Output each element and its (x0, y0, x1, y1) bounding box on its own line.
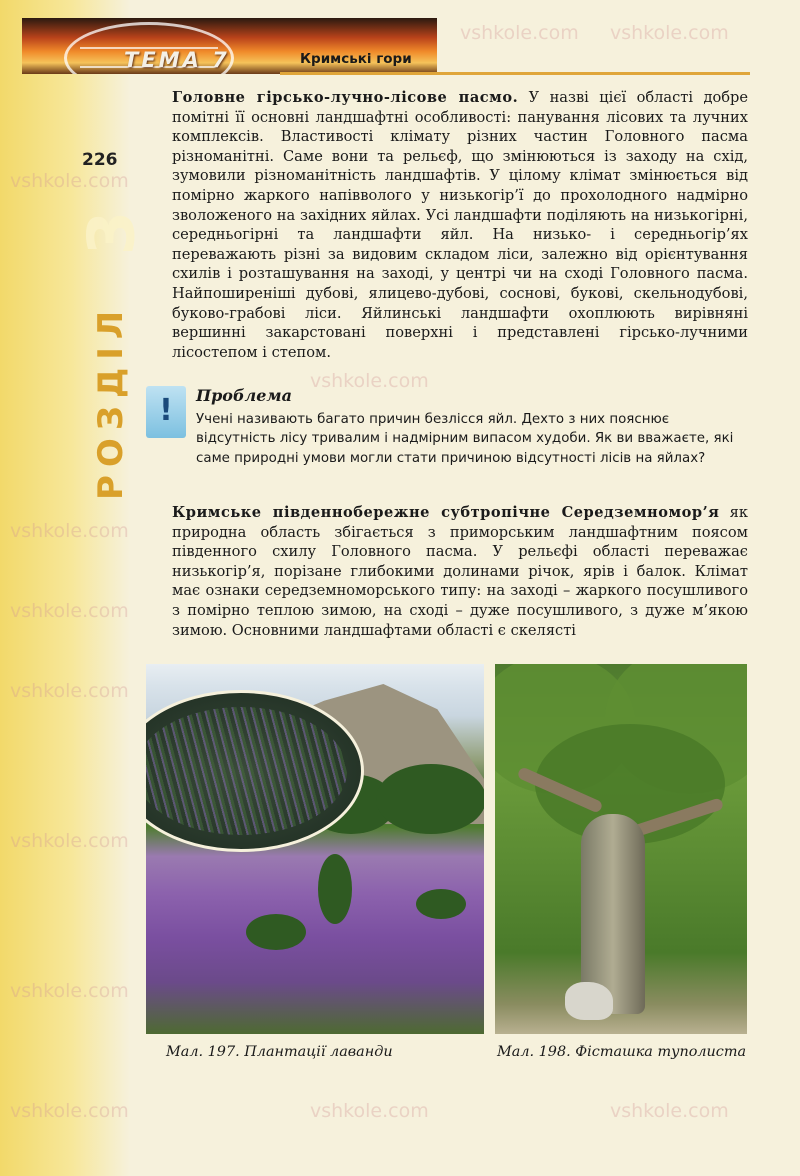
pistachio-tree-photo (495, 664, 747, 1034)
page-header (22, 18, 750, 74)
tree-clump (246, 914, 306, 950)
watermark: vshkole.com (10, 520, 129, 542)
watermark: vshkole.com (10, 980, 129, 1002)
watermark: vshkole.com (10, 680, 129, 702)
watermark: vshkole.com (10, 170, 129, 192)
watermark: vshkole.com (310, 370, 429, 392)
watermark: vshkole.com (610, 1100, 729, 1122)
watermark: vshkole.com (10, 1100, 129, 1122)
rock-shape (565, 982, 613, 1020)
tree-clump (318, 854, 352, 924)
paragraph-body: У назві цієї області добре помітні її основні ландшафтні особливості: панування лісових та лучних комплексів. Властивості клімату різних частин Головного пасма різноманітні. Саме вони та рельєф, що змінюються із заходу на схід, зумовили різноманітність ландшафтів. У цілому клімат змінюється від помірно жаркого напівволого у низькогір’ї до прохолодного надмірно зволоженого на західних яйлах. Усі ландшафти поділяють на низькогірні, середньогірні та ландшафти яйл. На низько- і середньогір’ях переважають різні за видовим складом ліси, залежно від орієнтування схилів і розташування на заході, у центрі чи на сході Головного пасма. Найпоширеніші дубові, ялицево-дубові, соснові, букові, скельнодубові, буково-грабові ліси. Яйлинські ландшафти охоплюють вирівняні вершинні закарстовані поверхні і представлені гірсько-лучними лісостепом і степом. (172, 89, 748, 361)
exclamation-icon: ! (146, 386, 186, 438)
topic-title: Кримські гори (300, 51, 412, 67)
topic-label: ТЕМА 7 (124, 48, 230, 72)
paragraph-lead: Головне гірсько-лучно-лісове пасмо. (172, 89, 519, 106)
paragraph-main-ridge (172, 88, 748, 362)
watermark: vshkole.com (310, 1100, 429, 1122)
problem-title: Проблема (196, 386, 292, 405)
tree-clump (376, 764, 484, 834)
page-number: 226 (82, 150, 118, 170)
watermark: vshkole.com (460, 22, 579, 44)
problem-text: Учені називають багато причин безлісся яйл. Дехто з них пояснює відсутність лісу тривалим і надмірним випасом худоби. Як ви вважаєте, які саме природні умови могли стати причиною відсутності лісів на яйлах? (196, 412, 734, 466)
watermark: vshkole.com (10, 600, 129, 622)
paragraph-south-coast (172, 503, 748, 640)
margin-color-band (0, 0, 130, 1176)
paragraph-body: як природна область збігається з приморським ландшафтним поясом південного схилу Головного пасма. У рельєфі області переважає низькогір’я, порізане глибокими долинами річок, ярів і балок. Клімат має ознаки середземноморського типу: на заході – жаркого посушливого з помірно теплою зимою, на сході – дуже посушливого, з дуже м’якою зимою. Основними ландшафтами області є скелясті (172, 504, 749, 639)
figure-caption: Мал. 197. Плантації лаванди (166, 1044, 393, 1060)
problem-box (146, 386, 750, 492)
watermark: vshkole.com (10, 830, 129, 852)
paragraph-lead: Кримське південнобережне субтропічне Середземномор’я (172, 504, 720, 521)
tree-clump (416, 889, 466, 919)
lavender-plantation-photo (146, 664, 484, 1034)
figure-caption: Мал. 198. Фісташка туполиста (497, 1044, 747, 1060)
section-label: РОЗДІЛ (91, 302, 131, 500)
section-number: 3 (75, 210, 150, 256)
header-rule (280, 72, 750, 75)
watermark: vshkole.com (610, 22, 729, 44)
